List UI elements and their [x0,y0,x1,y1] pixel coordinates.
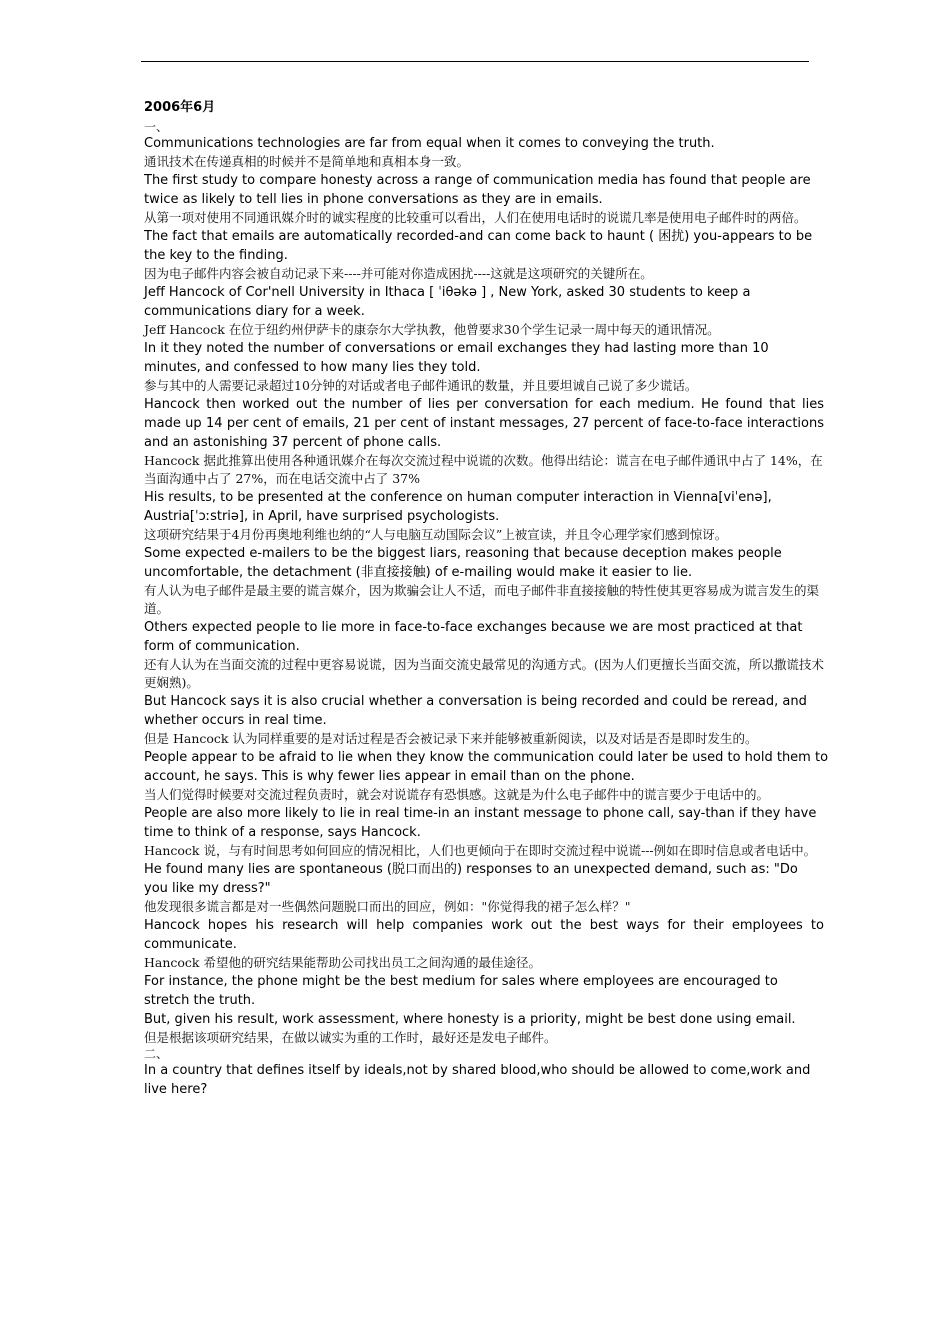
date-heading: 2006年6月 [144,100,216,115]
english-paragraph: People appear to be afraid to lie when they know the communication could later be used to hold them to account, he says. This is why fewer lies appear in email than on the phone. [144,750,829,784]
chinese-translation: 这项研究结果于4月份再奥地利维也纳的“人与电脑互动国际会议”上被宣读，并且令心理学家们感到惊讶。 [144,527,728,542]
english-paragraph: Communications technologies are far from equal when it comes to conveying the truth. [144,136,715,151]
chinese-translation: 但是 Hancock 认为同样重要的是对话过程是否会被记录下来并能够被重新阅读，以及对话是否是即时发生的。 [144,731,758,746]
chinese-translation: Hancock 希望他的研究结果能帮助公司找出员工之间沟通的最佳途径。 [144,955,541,970]
english-paragraph: The first study to compare honesty across a range of communication media has found that people are twice as likely to tell lies in phone conversations as they are in emails. [144,173,811,207]
section-two-paragraph: In a country that defines itself by ideals,not by shared blood,who should be allowed to come,work and live here? [144,1063,811,1097]
chinese-translation: 因为电子邮件内容会被自动记录下来----并可能对你造成困扰----这就是这项研究的关键所在。 [144,266,653,281]
english-paragraph: Jeff Hancock of Cor'nell University in Ithaca [ ˈiθəkə ] , New York, asked 30 students to keep a communications diary for a week. [144,285,751,319]
english-paragraph: He found many lies are spontaneous (脱口而出的) responses to an unexpected demand, such as: "Do you like my dress?" [144,862,798,896]
english-paragraph: But, given his result, work assessment, where honesty is a priority, might be best done using email. [144,1012,796,1027]
english-paragraph: Some expected e-mailers to be the biggest liars, reasoning that because deception makes people uncomfortable, the detachment (非直接接触) of e-mailing would make it easier to lie. [144,546,782,580]
english-paragraph: In it they noted the number of conversations or email exchanges they had lasting more than 10 minutes, and confessed to how many lies they told. [144,341,769,375]
chinese-translation: Hancock 据此推算出使用各种通讯媒介在每次交流过程中说谎的次数。他得出结论：谎言在电子邮件通讯中占了 14%，在当面沟通中占了 27%，而在电话交流中占了 37% [144,453,823,486]
chinese-translation: Jeff Hancock 在位于纽约州伊萨卡的康奈尔大学执教，他曾要求30个学生记录一周中每天的通讯情况。 [144,322,720,337]
paragraph-list [144,134,829,1047]
english-paragraph: His results, to be presented at the conference on human computer interaction in Vienna[viˈenə], Austria[ˈɔːstriə], in April, have surprised psychologists. [144,490,772,524]
english-paragraph: The fact that emails are automatically recorded-and can come back to haunt ( 困扰) you-appears to be the key to the finding. [144,229,813,263]
english-paragraph: For instance, the phone might be the best medium for sales where employees are encouraged to stretch the truth. [144,974,778,1008]
english-paragraph: Hancock then worked out the number of lies per conversation for each medium. He found that lies made up 14 per cent of emails, 21 per cent of instant messages, 27 percent of face-to-face interactions and an astonishing 37 percent of phone calls. [144,397,824,450]
english-paragraph: People are also more likely to lie in real time-in an instant message to phone call, say-than if they have time to think of a response, says Hancock. [144,806,817,840]
header-rule [141,61,809,62]
chinese-translation: 通讯技术在传递真相的时候并不是简单地和真相本身一致。 [144,154,470,169]
english-paragraph: Others expected people to lie more in face-to-face exchanges because we are most practiced at that form of communication. [144,620,803,654]
section-number-one: 一、 [144,120,169,134]
english-paragraph: But Hancock says it is also crucial whether a conversation is being recorded and could be reread, and whether occurs in real time. [144,694,807,728]
chinese-translation: 但是根据该项研究结果，在做以诚实为重的工作时，最好还是发电子邮件。 [144,1030,557,1045]
chinese-translation: 参与其中的人需要记录超过10分钟的对话或者电子邮件通讯的数量，并且要坦诚自己说了多少谎话。 [144,378,698,393]
chinese-translation: 他发现很多谎言都是对一些偶然问题脱口而出的回应，例如："你觉得我的裙子怎么样？" [144,899,631,914]
chinese-translation: Hancock 说，与有时间思考如何回应的情况相比，人们也更倾向于在即时交流过程中说谎---例如在即时信息或者电话中。 [144,843,817,858]
english-paragraph: Hancock hopes his research will help companies work out the best ways for their employees to communicate. [144,918,824,952]
section-number-two: 二、 [144,1047,169,1061]
document-body [144,98,829,1099]
chinese-translation: 从第一项对使用不同通讯媒介时的诚实程度的比较重可以看出，人们在使用电话时的说谎几率是使用电子邮件时的两倍。 [144,210,807,225]
chinese-translation: 有人认为电子邮件是最主要的谎言媒介，因为欺骗会让人不适，而电子邮件非直接接触的特性使其更容易成为谎言发生的渠道。 [144,583,820,616]
chinese-translation: 还有人认为在当面交流的过程中更容易说谎，因为当面交流史最常见的沟通方式。(因为人们更擅长当面交流，所以撒谎技术更娴熟)。 [144,657,824,690]
chinese-translation: 当人们觉得时候要对交流过程负责时，就会对说谎存有恐惧感。这就是为什么电子邮件中的谎言要少于电话中的。 [144,787,770,802]
